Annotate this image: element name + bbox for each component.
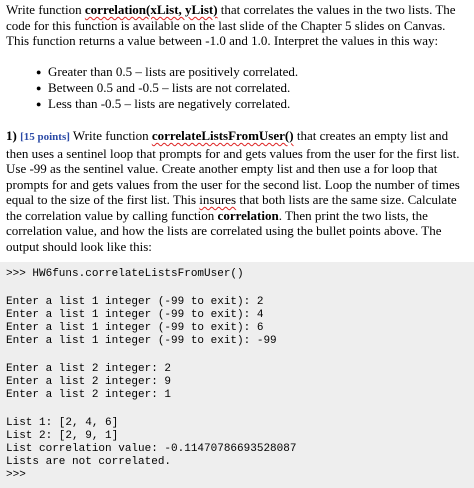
code-line: Enter a list 2 integer: 9 (6, 376, 172, 388)
intro-text-1: Write function (6, 2, 85, 17)
correlation-function-name: correlation(xList, yList) (84, 2, 218, 17)
code-line: Enter a list 1 integer (-99 to exit): 6 (6, 322, 264, 334)
code-line: Enter a list 1 integer (-99 to exit): 2 (6, 296, 264, 308)
correlation-bold: correlation (217, 207, 279, 223)
bullet-not-correlated: ● Between 0.5 and -0.5 – lists are not correlated. (36, 80, 298, 96)
code-line: >>> (6, 469, 26, 481)
function-name: correlateListsFromUser() (151, 128, 294, 143)
code-line: Enter a list 2 integer: 1 (6, 389, 172, 401)
bullet-positive: ● Greater than 0.5 – lists are positively correlated. (36, 64, 298, 80)
code-line: Enter a list 1 integer (-99 to exit): 4 (6, 309, 264, 321)
code-line: List correlation value: -0.11470786693528087 (6, 443, 297, 455)
problem-text-2: that creates an empty list and then uses a sentinel loop that prompts for and gets values from the user for the first list. Use -99 as the sentinel value. Create another empty list and then use a for loop that prompts for and gets values from the user for the second list. Loop the number of times equal to the size of the first list. This (6, 128, 460, 207)
bullet-negative: ● Less than -0.5 – lists are negatively correlated. (36, 96, 298, 112)
problem-text-1: Write function (69, 128, 152, 143)
problem-points: [15 points] (20, 131, 70, 143)
code-line: Enter a list 1 integer (-99 to exit): -99 (6, 335, 277, 347)
problem-text-4: . Then print the two lists, the correlation value, and how the lists are correlated using the bullet points above. The output should look like this: (6, 207, 442, 254)
code-line: List 2: [2, 9, 1] (6, 430, 119, 442)
intro-text-2: that correlates the values in the two lists. The code for this function is available on the last slide of the Chapter 5 slides on Canvas. This function returns a value between -1.0 and 1.0. Interpret the values in this way: (6, 2, 456, 49)
spellcheck-word: insures (199, 192, 237, 207)
problem-number: 1) (6, 128, 17, 143)
intro-paragraph (6, 2, 468, 49)
problem-paragraph (6, 128, 468, 254)
code-line: Enter a list 2 integer: 2 (6, 363, 172, 375)
code-line: >>> HW6funs.correlateListsFromUser() (6, 268, 244, 280)
code-output-block (0, 262, 474, 488)
interpretation-list (36, 64, 298, 112)
code-line: List 1: [2, 4, 6] (6, 417, 119, 429)
code-line: Lists are not correlated. (6, 456, 172, 468)
problem-text-3: that both lists are the same size. Calculate the correlation value by calling function (6, 192, 457, 223)
